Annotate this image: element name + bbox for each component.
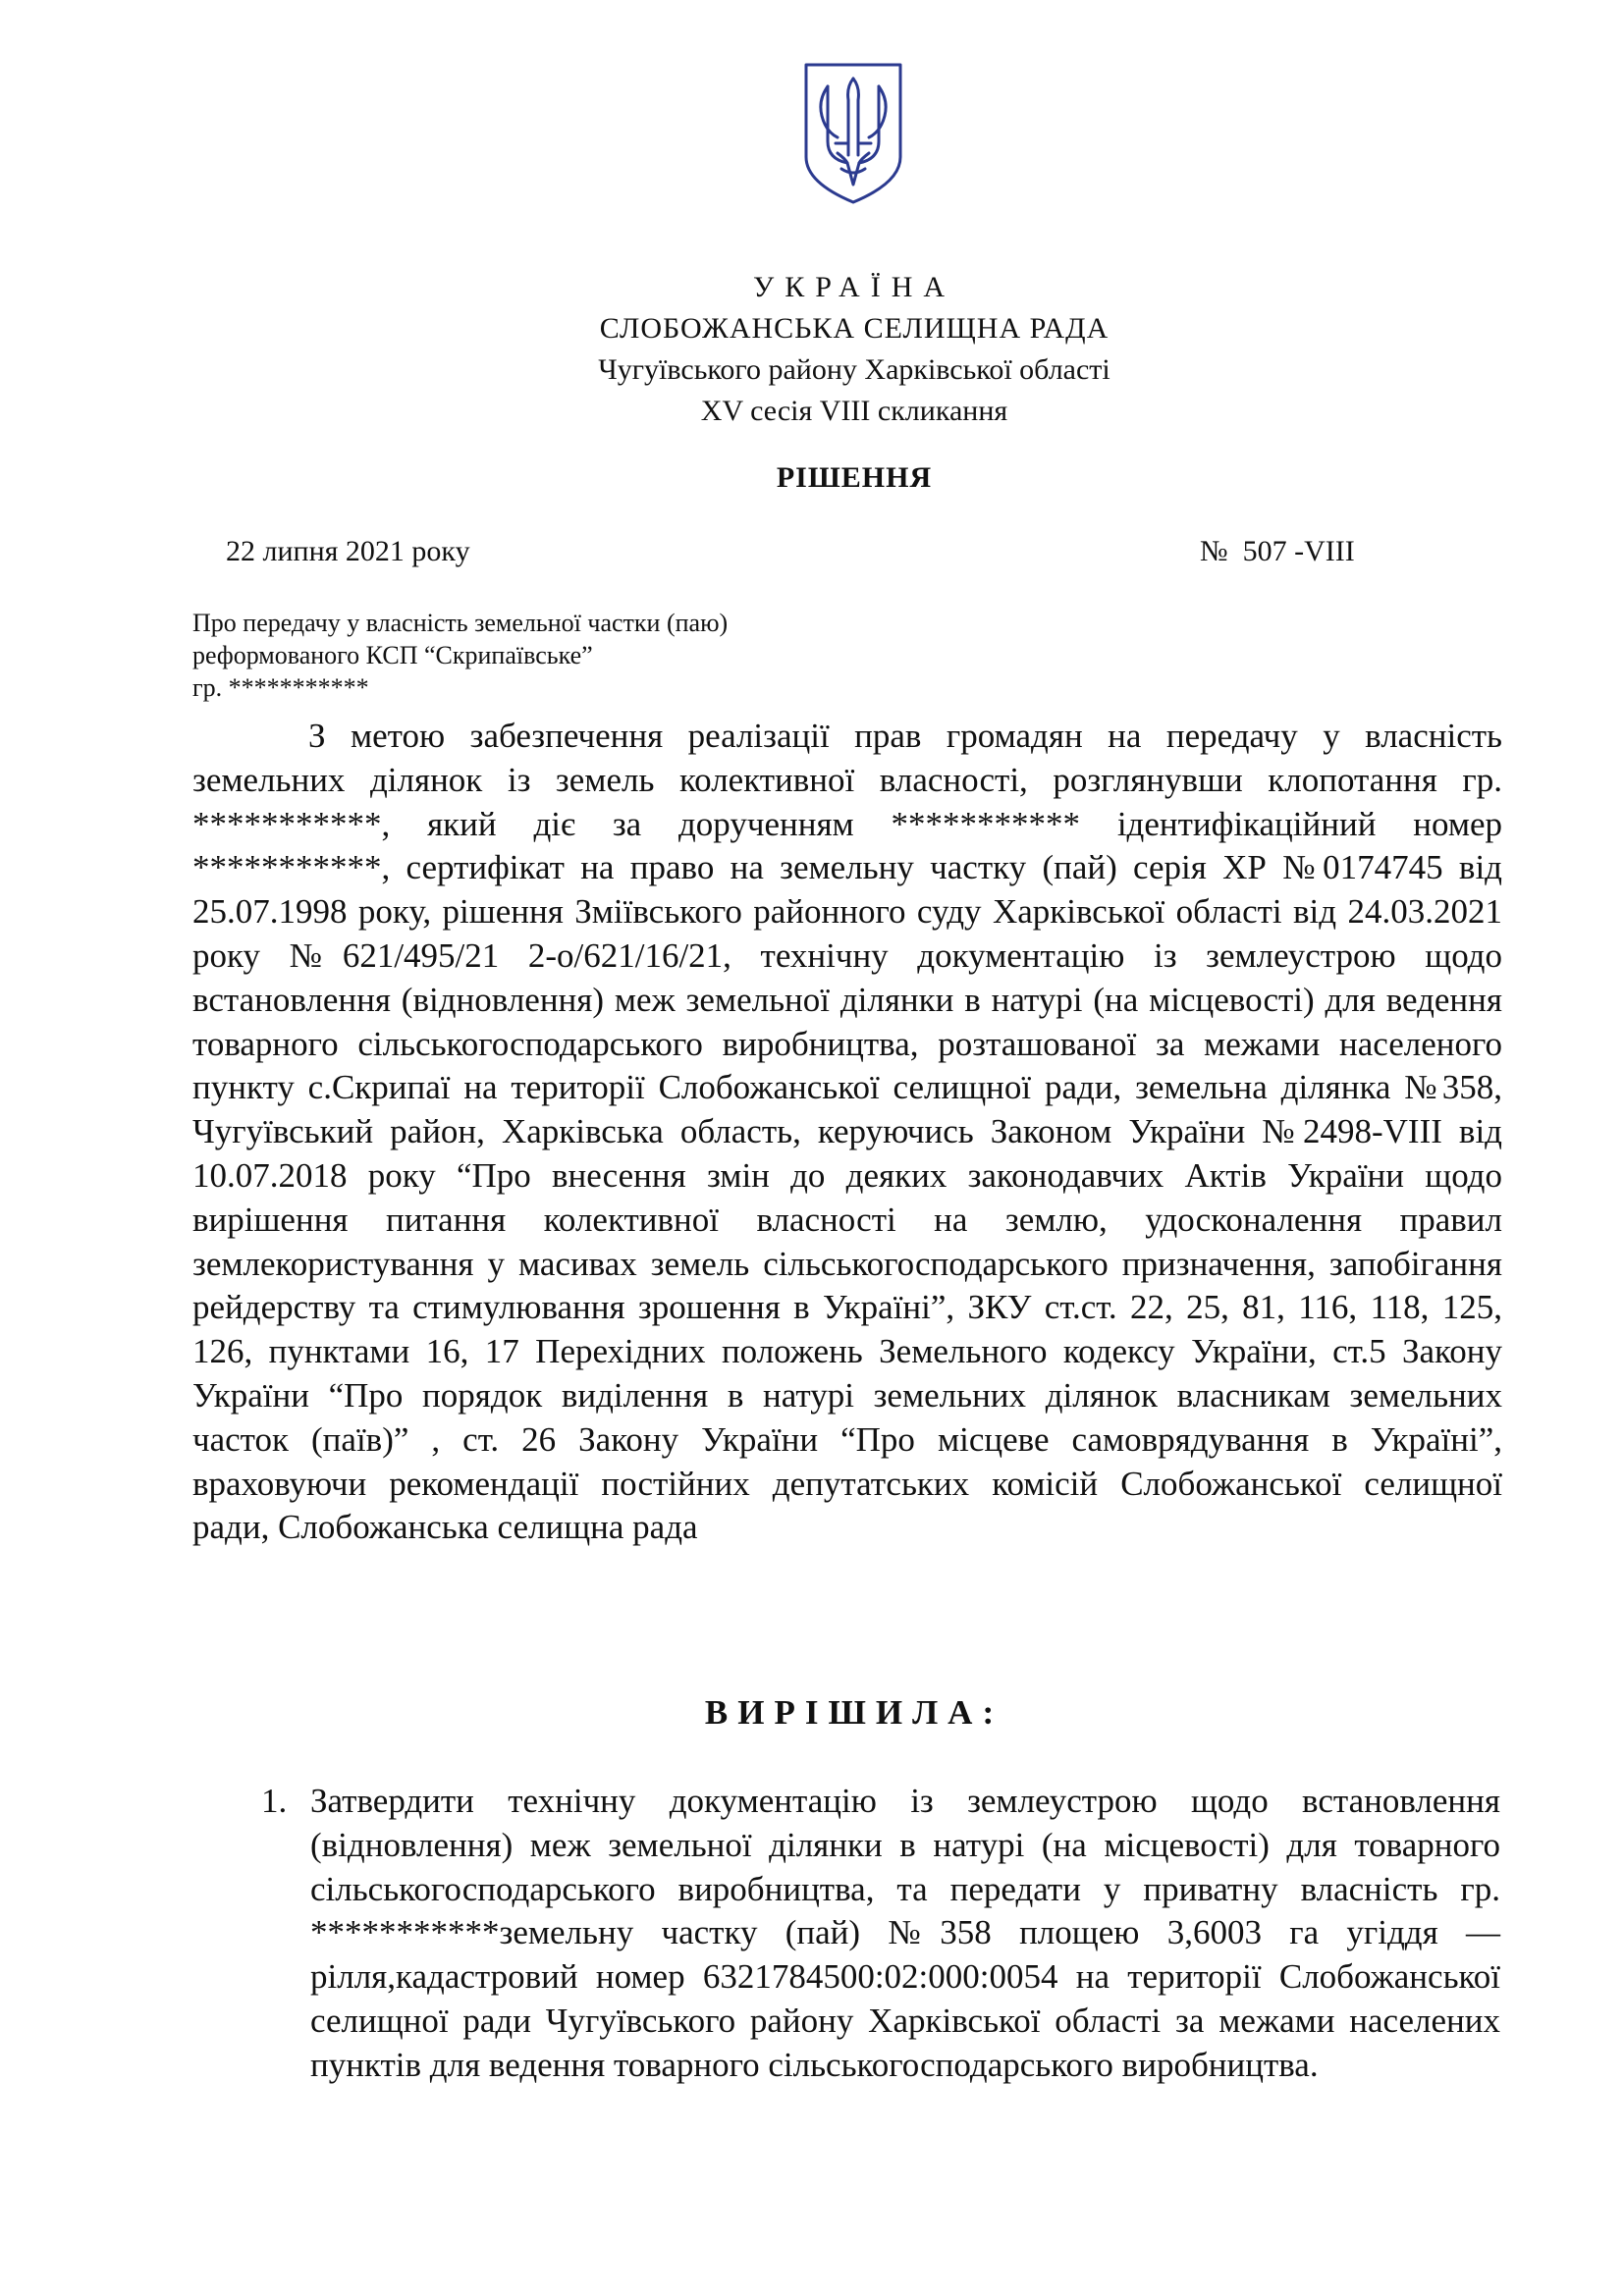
district-name: Чугуївського району Харківської області	[598, 353, 1110, 386]
trident-icon	[802, 61, 904, 206]
session-name: XV сесія VIII скликання	[700, 395, 1008, 427]
decided-heading: ВИРІШИЛА:	[704, 1693, 1004, 1732]
item-text: Затвердити технічну документацію із землеустрою щодо встановлення (відновлення) меж земельної ділянки в натурі (на місцевості) для товарного сільськогосподарського виробництва, та передати у приватну власність гр. ***********земельну частку (пай) №358 площею 3,6003 га угіддя — рілля,кадастровий номер 6321784500:02:000:0054 на території Слобожанської селищної ради Чугуївського району Харківської області за межами населених пунктів для ведення товарного сільськогосподарського виробництва.	[310, 1782, 1500, 2084]
document-subject	[192, 607, 728, 704]
document-date: 22 липня 2021 року	[226, 535, 470, 567]
preamble-paragraph: З метою забезпечення реалізації прав громадян на передачу у власність земельних ділянок із земель колективної власності, розглянувши клопотання гр. ***********, який діє за дорученням *********** ідентифікаційний номер ***********, сертифікат на право на земельну частку (пай) серія ХР №0174745 від 25.07.1998 року, рішення Зміївського районного суду Харківської області від 24.03.2021 року №621/495/21 2-о/621/16/21, технічну документацію із землеустрою щодо встановлення (відновлення) меж земельної ділянки в натурі (на місцевості) для ведення товарного сільськогосподарського виробництва, розташованої за межами населеного пункту с.Скрипаї на території Слобожанської селищної ради, земельна ділянка №358, Чугуївський район, Харківська область, керуючись Законом України №2498-VIII від 10.07.2018 року “Про внесення змін до деяких законодавчих Актів України щодо вирішення питання колективної власності на землю, удосконалення правил землекористування у масивах земель сільськогосподарського призначення, запобігання рейдерству та стимулювання зрошення в Україні”, ЗКУ ст.ст. 22, 25, 81, 116, 118, 125, 126, пунктами 16, 17 Перехідних положень Земельного кодексу України, ст.5 Закону України “Про порядок виділення в натурі земельних ділянок власникам земельних часток (паїв)” , ст. 26 Закону України “Про місцеве самоврядування в Україні”, враховуючи рекомендації постійних депутатських комісій Слобожанської селищної ради, Слобожанська селищна рада	[192, 717, 1502, 1547]
subject-line: реформованого КСП “Скрипаївське”	[192, 641, 593, 669]
document-title: РІШЕННЯ	[776, 461, 933, 494]
country-name: УКРАЇНА	[752, 271, 956, 303]
item-number: 1.	[261, 1782, 288, 1820]
document-number: № 507 -VIII	[1200, 535, 1355, 567]
council-name: СЛОБОЖАНСЬКА СЕЛИЩНА РАДА	[599, 312, 1110, 345]
subject-line: Про передачу у власність земельної частки (паю)	[192, 609, 729, 637]
document-header	[0, 267, 1624, 432]
subject-line: гр. ***********	[192, 673, 369, 702]
